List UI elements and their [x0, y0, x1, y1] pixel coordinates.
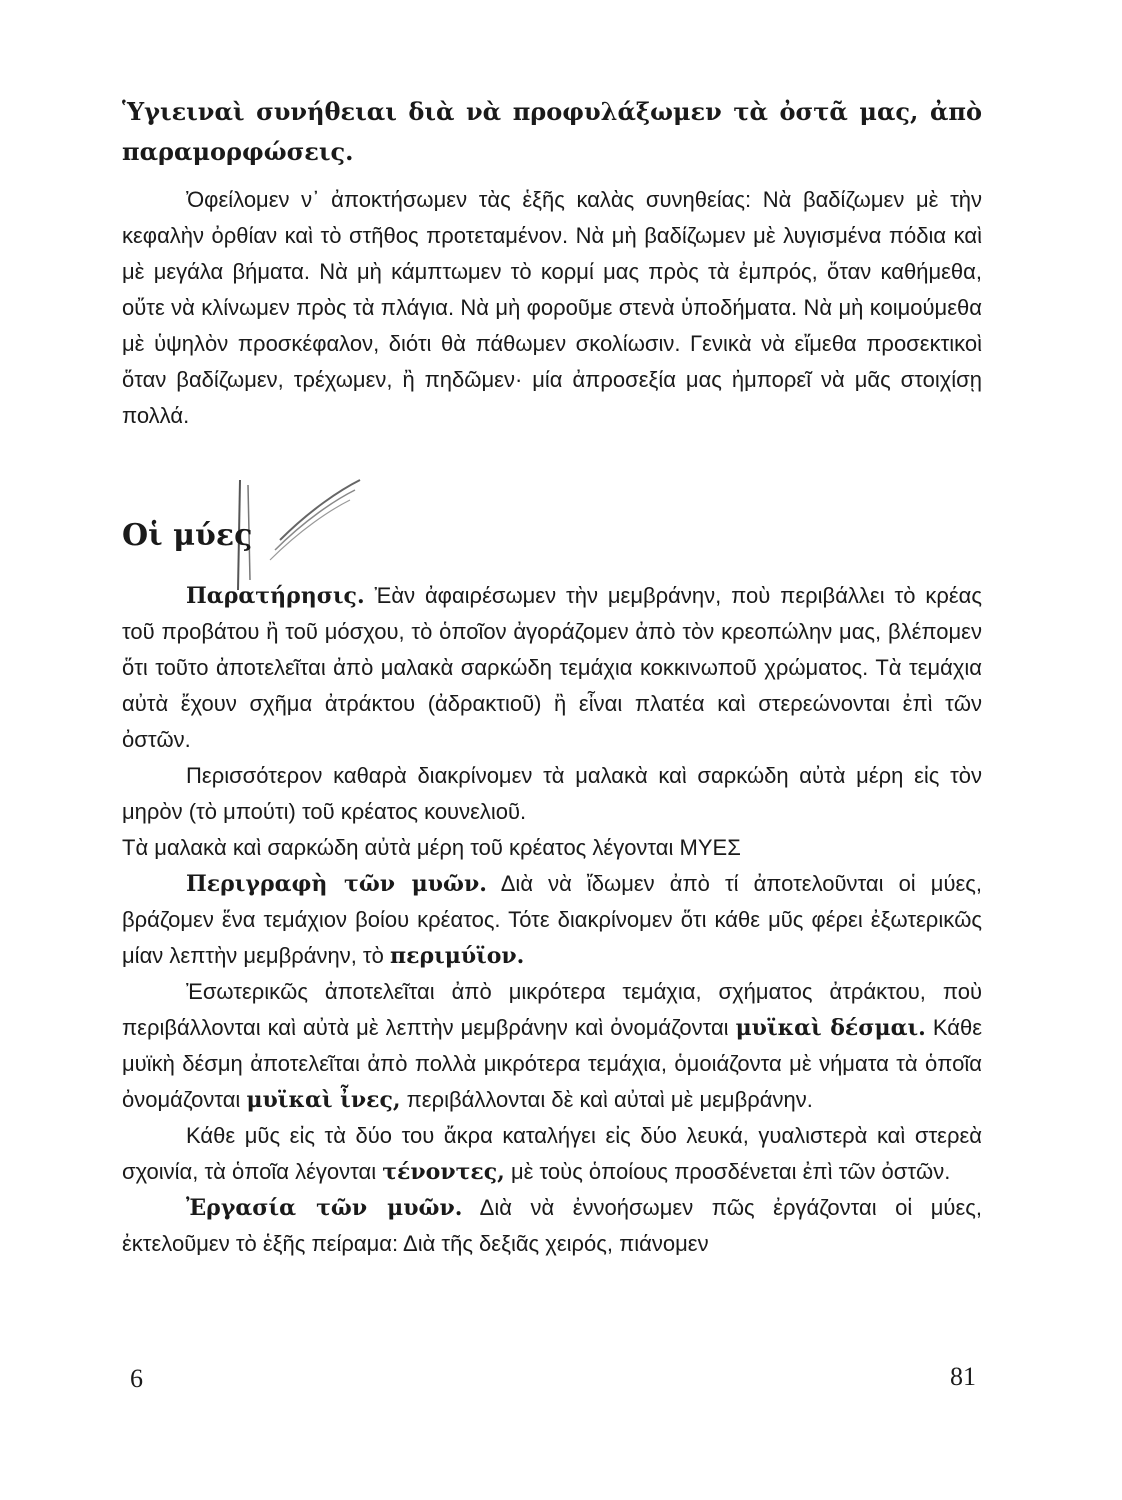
term-tendons: τένοντες, [382, 1159, 505, 1185]
paragraph-observation [122, 578, 982, 758]
label-description: Περιγραφὴ τῶν μυῶν. [186, 871, 487, 897]
term-muscle-fibers: μυϊκαὶ ἶνες, [246, 1087, 401, 1113]
paragraph-muscle-work [122, 1190, 982, 1262]
page-number: 81 [950, 1362, 976, 1391]
term-muscle-bundles: μυϊκαὶ δέσμαι. [735, 1015, 926, 1041]
signature-mark: 6 [130, 1364, 143, 1393]
section-body [122, 578, 982, 1262]
text-muscle-work: Διὰ νὰ ἐννοήσωμεν πῶς ἐργάζονται οἱ μύες, ἐκτελοῦμεν τὸ ἑξῆς πείραμα: Διὰ τῆς δεξιᾶς χειρός, πιάνομεν [122, 1195, 982, 1256]
paragraph-muscles-definition: Τὰ μαλακὰ καὶ σαρκώδη αὐτὰ μέρη τοῦ κρέατος λέγονται ΜΥΕΣ [122, 835, 741, 860]
paragraph-rabbit: Περισσότερον καθαρὰ διακρίνομεν τὰ μαλακὰ καὶ σαρκώδη αὐτὰ μέρη εἰς τὸν μηρὸν (τὸ μπούτι) τοῦ κρέατος κουνελιοῦ. [122, 763, 982, 824]
paragraph-tendons [122, 1118, 982, 1190]
label-muscle-work: Ἐργασία τῶν μυῶν. [186, 1195, 463, 1221]
label-observation: Παρατήρησις. [186, 583, 365, 609]
text-tendons-a: Κάθε μῦς εἰς τὰ δύο του ἄκρα καταλήγει εἰς δύο λευκά, γυαλιστερὰ καὶ στερεὰ σχοινία, τὰ ὁποῖα λέγονται [122, 1123, 982, 1184]
intro-heading: Ὑγιειναὶ συνήθειαι διὰ νὰ προφυλάξωμεν τὰ ὀστᾶ μας, ἀπὸ παραμορφώσεις. [122, 97, 982, 166]
text-internal-a: Ἐσωτερικῶς ἀποτελεῖται ἀπὸ μικρότερα τεμάχια, σχήματος ἀτράκτου, ποὺ περιβάλλονται καὶ αὐτὰ μὲ λεπτὴν μεμβράνην καὶ ὀνομάζονται [122, 979, 982, 1040]
text-observation: Ἐὰν ἀφαιρέσωμεν τὴν μεμβράνην, ποὺ περιβάλλει τὸ κρέας τοῦ προβάτου ἢ τοῦ μόσχου, τὸ ὁποῖον ἀγοράζομεν ἀπὸ τὸν κρεοπώλην μας, βλέπομεν ὅτι τοῦτο ἀποτελεῖται ἀπὸ μαλακὰ σαρκώδη τεμάχια κοκκινωποῦ χρώματος. Τὰ τεμάχια αὐτὰ ἔχουν σχῆμα ἀτράκτου (ἀδρακτιοῦ) ἢ εἶναι πλατέα καὶ στερεώνονται ἐπὶ τῶν ὀστῶν. [122, 583, 982, 752]
text-internal-c: περιβάλλονται δὲ καὶ αὐταὶ μὲ μεμβράνην. [400, 1087, 813, 1112]
text-tendons-b: μὲ τοὺς ὁποίους προσδένεται ἐπὶ τῶν ὀστῶν. [504, 1159, 951, 1184]
text-description: Διὰ νὰ ἴδωμεν ἀπὸ τί ἀποτελοῦνται οἱ μύες, βράζομεν ἕνα τεμάχιον βοίου κρέατος. Τότε διακρίνομεν ὅτι κάθε μῦς φέρει ἐξωτερικῶς μίαν λεπτὴν μεμβράνην, τὸ [122, 871, 982, 968]
section-title: Οἱ μύες [122, 518, 253, 553]
intro-paragraph: Ὀφείλομεν ν᾿ ἀποκτήσωμεν τὰς ἑξῆς καλὰς συνηθείας: Νὰ βαδίζωμεν μὲ τὴν κεφαλὴν ὀρθίαν καὶ τὸ στῆθος προτεταμένον. Νὰ μὴ βαδίζωμεν μὲ λυγισμένα πόδια καὶ μὲ μεγάλα βήματα. Νὰ μὴ κάμπτωμεν τὸ κορμί μας πρὸς τὰ ἐμπρός, ὅταν καθήμεθα, οὔτε νὰ κλίνωμεν πρὸς τὰ πλάγια. Νὰ μὴ φοροῦμε στενὰ ὑποδήματα. Νὰ μὴ κοιμούμεθα μὲ ὑψηλὸν προσκέφαλον, διότι θὰ πάθωμεν σκολίωσιν. Γενικὰ νὰ εἴμεθα προσεκτικοὶ ὅταν βαδίζωμεν, τρέχωμεν, ἢ πηδῶμεν· μία ἀπροσεξία μας ἠμπορεῖ νὰ μᾶς στοιχίσῃ πολλά. [122, 187, 982, 428]
text-internal-b: Κάθε μυϊκὴ δέσμη ἀποτελεῖται ἀπὸ πολλὰ μικρότερα τεμάχια, ὁμοιάζοντα μὲ νήματα τὰ ὁποῖα ὀνομάζονται [122, 1015, 983, 1112]
paragraph-internal-structure [122, 974, 982, 1118]
paragraph-description [122, 866, 982, 974]
term-perimysium: περιμύϊον. [389, 943, 525, 969]
intro-section [122, 92, 982, 434]
